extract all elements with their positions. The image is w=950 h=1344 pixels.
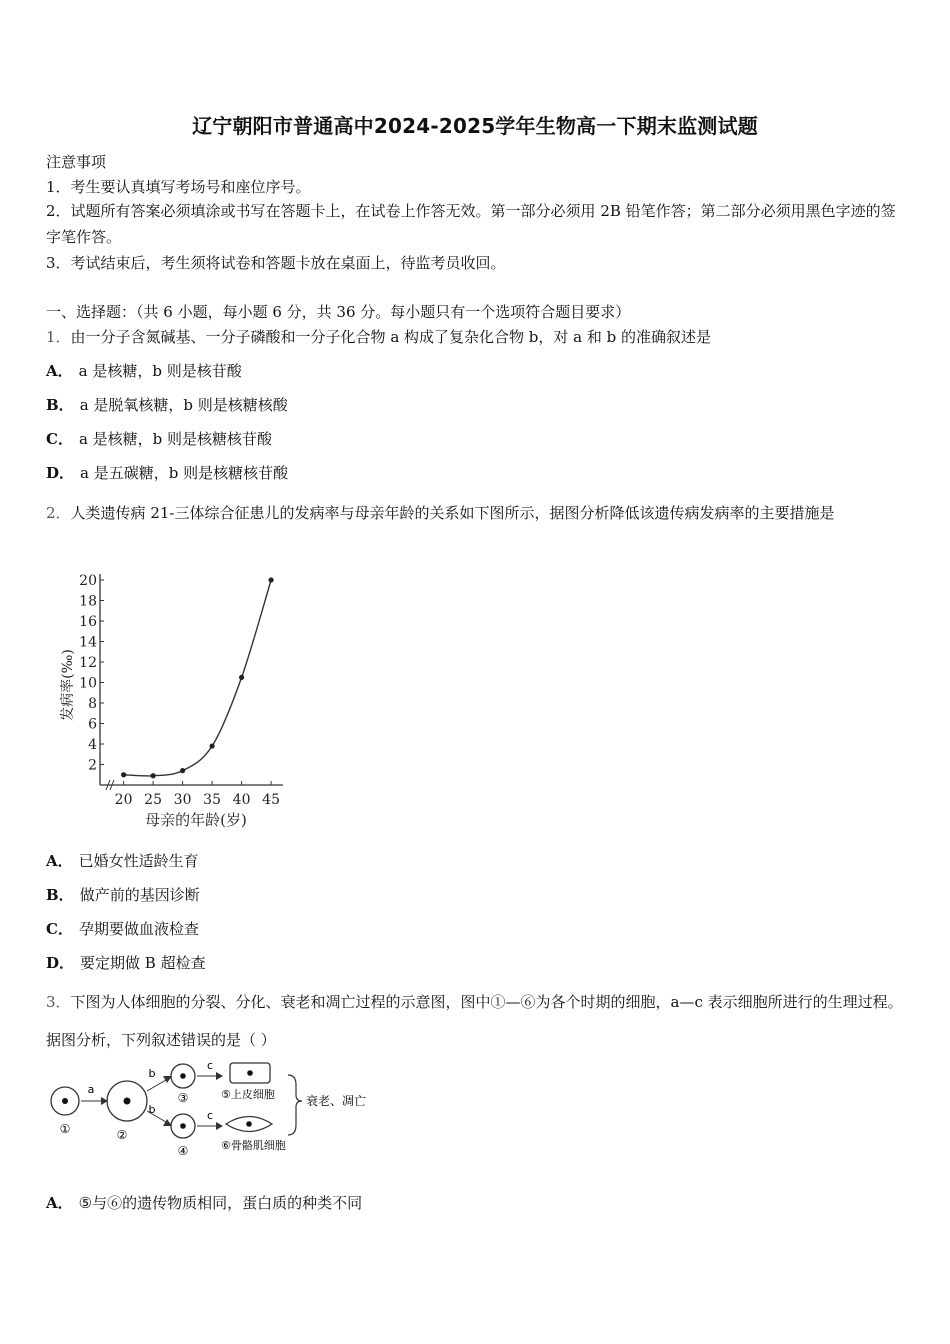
q2-option-d[interactable]	[46, 953, 206, 973]
cell-4-label: ④	[177, 1144, 189, 1158]
option-label: A．	[46, 362, 73, 380]
question-text: 人类遗传病 21-三体综合征患儿的发病率与母亲年龄的关系如下图所示，据图分析降低该遗传病发病率的主要措施是	[70, 504, 835, 522]
q1-option-d[interactable]	[46, 463, 288, 483]
data-point	[269, 577, 274, 582]
data-point	[239, 675, 244, 680]
y-tick-label: 10	[79, 675, 97, 692]
nucleus	[62, 1098, 68, 1104]
data-point	[180, 768, 185, 773]
q1-option-a[interactable]	[46, 361, 242, 381]
y-axis-label: 发病率(‰)	[60, 649, 76, 721]
x-tick-label: 20	[114, 792, 133, 808]
nucleus	[180, 1123, 186, 1129]
nucleus	[247, 1070, 253, 1076]
cell-2-label: ②	[116, 1128, 128, 1142]
notice-heading: 注意事项	[46, 153, 107, 171]
y-tick-label: 4	[88, 737, 97, 753]
option-label: A．	[46, 1194, 73, 1212]
notice-item-3: 3．考试结束后，考生须将试卷和答题卡放在桌面上，待监考员收回。	[46, 254, 506, 272]
option-text: a 是核糖，b 则是核苷酸	[78, 362, 242, 380]
q2-option-c[interactable]	[46, 919, 199, 939]
x-tick-label: 30	[173, 792, 192, 808]
option-label: D．	[46, 464, 75, 482]
notice-item-2: 2．试题所有答案必须填涂或书写在答题卡上，在试卷上作答无效。第一部分必须用 2B 铅笔作答；第二部分必须用黑色字迹的签字笔作答。	[46, 202, 896, 246]
option-text: ⑤与⑥的遗传物质相同，蛋白质的种类不同	[78, 1194, 363, 1212]
option-text: 已婚女性适龄生育	[78, 852, 199, 870]
option-text: 孕期要做血液检查	[78, 920, 199, 938]
x-tick-label: 35	[203, 792, 222, 808]
q2-option-a[interactable]	[46, 851, 199, 871]
question-1-stem	[46, 327, 711, 347]
option-label: B．	[46, 886, 74, 904]
data-point	[121, 772, 126, 777]
cell-3-label: ③	[177, 1091, 189, 1105]
x-tick-label: 40	[232, 792, 251, 808]
y-tick-label: 2	[88, 757, 97, 774]
nucleus	[246, 1121, 252, 1127]
option-text: 做产前的基因诊断	[79, 886, 200, 904]
y-tick-label: 18	[79, 593, 97, 610]
cell-1-label: ①	[59, 1122, 71, 1136]
page-title: 辽宁朝阳市普通高中2024-2025学年生物高一下期末监测试题	[192, 114, 758, 138]
y-tick-label: 16	[79, 614, 97, 630]
option-label: C．	[46, 920, 73, 938]
q3-option-a[interactable]	[46, 1193, 362, 1213]
process-c-label-upper: c	[206, 1059, 214, 1072]
x-axis-label: 母亲的年龄(岁)	[145, 811, 247, 829]
process-b-label-upper: b	[148, 1067, 156, 1080]
question-number: 1．	[46, 328, 71, 346]
question-3-stem	[46, 983, 908, 1059]
option-text: a 是核糖，b 则是核糖核苷酸	[78, 430, 273, 448]
process-a-label: a	[87, 1083, 95, 1096]
fate-label: 衰老、凋亡	[306, 1094, 367, 1108]
cell-6-label: ⑥骨骼肌细胞	[221, 1139, 286, 1152]
x-tick-label: 45	[262, 792, 281, 808]
nucleus	[180, 1073, 186, 1079]
question-number: 2．	[46, 504, 71, 522]
option-label: B．	[46, 396, 74, 414]
notice-item-1: 1．考生要认真填写考场号和座位序号。	[46, 178, 311, 196]
process-b-label-lower: b	[148, 1103, 156, 1116]
question-2-stem	[46, 494, 908, 532]
cell-5-label: ⑤上皮细胞	[221, 1088, 275, 1101]
y-tick-label: 20	[79, 573, 97, 589]
y-tick-label: 8	[88, 696, 97, 712]
q2-option-b[interactable]	[46, 885, 200, 905]
x-tick-label: 25	[144, 792, 163, 808]
series-line	[124, 580, 272, 776]
q1-option-b[interactable]	[46, 395, 288, 415]
nucleus	[124, 1098, 131, 1105]
option-label: C．	[46, 430, 73, 448]
option-text: a 是脱氧核糖，b 则是核糖核酸	[79, 396, 288, 414]
section-heading: 一、选择题：（共 6 小题，每小题 6 分，共 36 分。每小题只有一个选项符合题目要求）	[46, 303, 631, 321]
data-point	[151, 773, 156, 778]
question-number: 3．	[46, 993, 71, 1011]
question-text: 由一分子含氮碱基、一分子磷酸和一分子化合物 a 构成了复杂化合物 b，对 a 和 b 的准确叙述是	[70, 328, 712, 346]
option-label: A．	[46, 852, 73, 870]
process-c-label-lower: c	[206, 1109, 214, 1122]
y-tick-label: 12	[79, 655, 97, 671]
data-point	[210, 743, 215, 748]
y-tick-label: 6	[88, 716, 97, 733]
brace	[288, 1075, 302, 1135]
option-text: 要定期做 B 超检查	[80, 954, 206, 972]
y-tick-label: 14	[79, 634, 97, 651]
option-text: a 是五碳糖，b 则是核糖核苷酸	[80, 464, 289, 482]
option-label: D．	[46, 954, 75, 972]
chart-axes	[100, 574, 283, 790]
question-text: 下图为人体细胞的分裂、分化、衰老和凋亡过程的示意图，图中①—⑥为各个时期的细胞，a—c 表示细胞所进行的生理过程。据图分析，下列叙述错误的是（ ）	[46, 993, 903, 1049]
cell-process-diagram	[46, 1055, 376, 1165]
incidence-chart	[46, 560, 326, 835]
q1-option-c[interactable]	[46, 429, 272, 449]
